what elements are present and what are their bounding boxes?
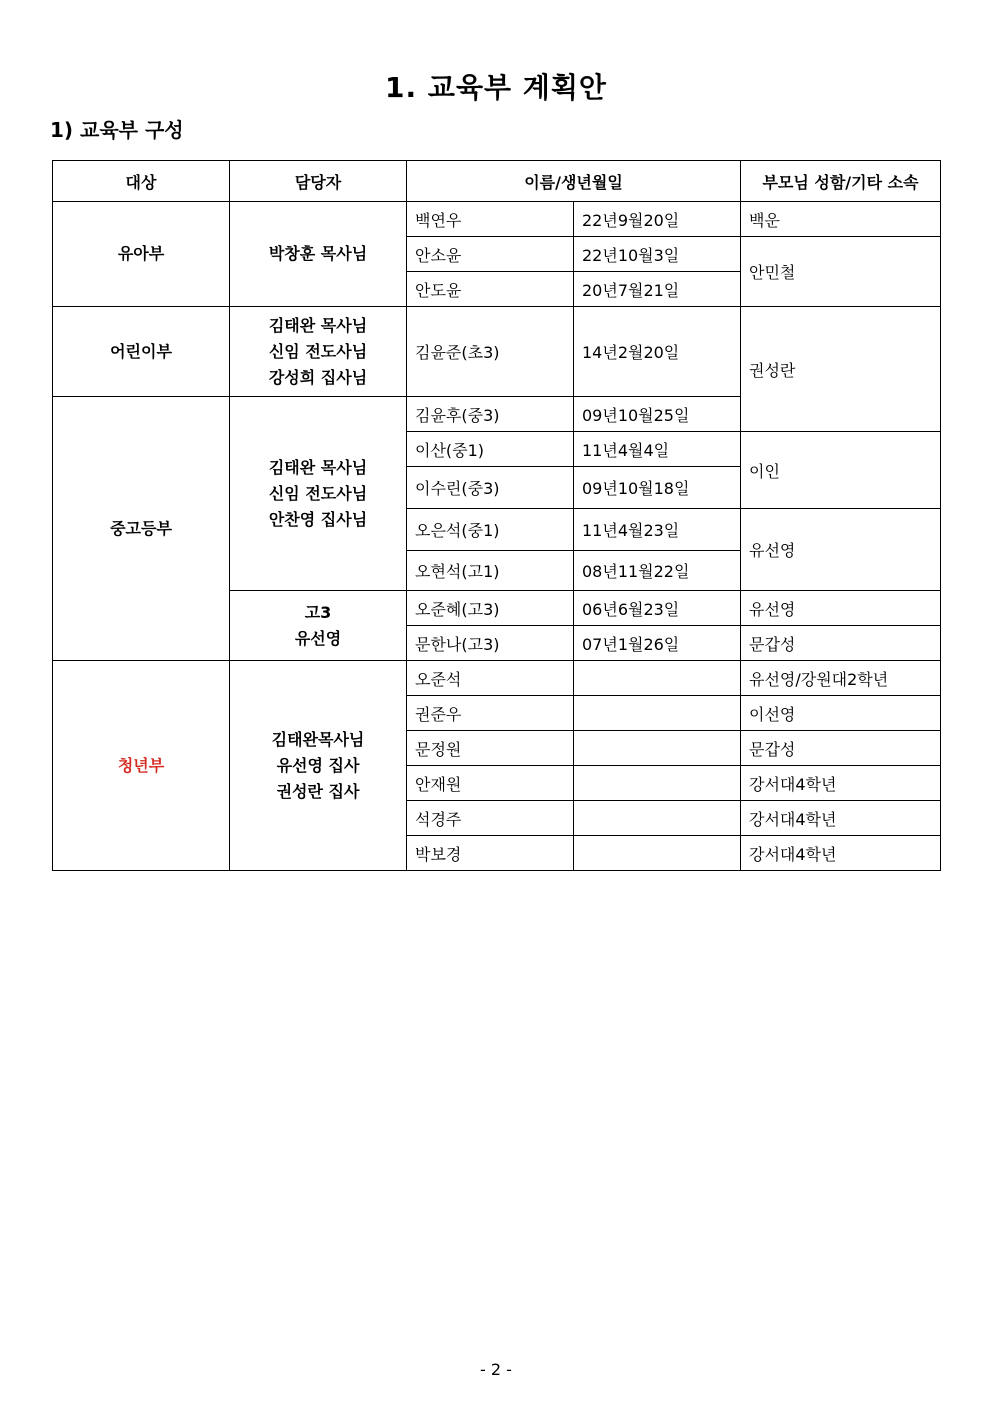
student-name: 문한나(고3) — [407, 626, 574, 661]
manager-line: 김태완 목사님 — [268, 315, 368, 335]
manager-line: 김태완목사님 — [271, 729, 365, 749]
header-row — [53, 161, 941, 202]
header-target: 대상 — [53, 161, 230, 202]
group-manager — [230, 397, 407, 591]
manager-line: 김태완 목사님 — [268, 457, 368, 477]
birth-date — [574, 661, 741, 696]
student-name: 석경주 — [407, 801, 574, 836]
group-manager — [230, 661, 407, 871]
student-name: 김윤준(초3) — [407, 307, 574, 397]
birth-date — [574, 766, 741, 801]
parent-info: 유선영 — [741, 509, 941, 591]
group-name: 중고등부 — [53, 397, 230, 661]
birth-date: 20년7월21일 — [574, 272, 741, 307]
manager-line: 신임 전도사님 — [268, 341, 368, 361]
birth-date: 08년11월22일 — [574, 551, 741, 591]
section-heading: 1) 교육부 구성 — [50, 118, 184, 142]
parent-info: 안민철 — [741, 237, 941, 307]
manager-line: 강성희 집사님 — [268, 367, 368, 387]
page-title: 1. 교육부 계획안 — [385, 71, 607, 104]
birth-date — [574, 836, 741, 871]
table-row — [53, 307, 941, 397]
table-row — [53, 202, 941, 237]
group-name: 어린이부 — [53, 307, 230, 397]
birth-date: 22년9월20일 — [574, 202, 741, 237]
education-table — [52, 160, 941, 871]
birth-date: 09년10월18일 — [574, 467, 741, 509]
student-name: 이산(중1) — [407, 432, 574, 467]
parent-info: 이선영 — [741, 696, 941, 731]
student-name: 오준혜(고3) — [407, 591, 574, 626]
group-manager: 박창훈 목사님 — [230, 202, 407, 307]
parent-info: 강서대4학년 — [741, 801, 941, 836]
manager-line: 신임 전도사님 — [268, 483, 368, 503]
birth-date: 11년4월23일 — [574, 509, 741, 551]
student-name: 오은석(중1) — [407, 509, 574, 551]
birth-date: 22년10월3일 — [574, 237, 741, 272]
birth-date — [574, 801, 741, 836]
parent-info: 권성란 — [741, 307, 941, 432]
birth-date: 11년4월4일 — [574, 432, 741, 467]
manager-line: 권성란 집사 — [276, 781, 360, 801]
birth-date: 06년6월23일 — [574, 591, 741, 626]
birth-date: 09년10월25일 — [574, 397, 741, 432]
parent-info: 문갑성 — [741, 626, 941, 661]
parent-info: 강서대4학년 — [741, 836, 941, 871]
header-parent: 부모님 성함/기타 소속 — [741, 161, 941, 202]
manager-line: 유선영 — [294, 628, 342, 648]
group-manager — [230, 307, 407, 397]
group-name: 유아부 — [53, 202, 230, 307]
student-name: 안재원 — [407, 766, 574, 801]
parent-info: 이인 — [741, 432, 941, 509]
parent-info: 유선영/강원대2학년 — [741, 661, 941, 696]
student-name: 오현석(고1) — [407, 551, 574, 591]
student-name: 문정원 — [407, 731, 574, 766]
birth-date — [574, 731, 741, 766]
birth-date: 07년1월26일 — [574, 626, 741, 661]
header-manager: 담당자 — [230, 161, 407, 202]
student-name: 권준우 — [407, 696, 574, 731]
parent-info: 문갑성 — [741, 731, 941, 766]
table-row — [53, 661, 941, 696]
birth-date: 14년2월20일 — [574, 307, 741, 397]
student-name: 오준석 — [407, 661, 574, 696]
student-name: 박보경 — [407, 836, 574, 871]
student-name: 김윤후(중3) — [407, 397, 574, 432]
student-name: 안소윤 — [407, 237, 574, 272]
student-name: 이수린(중3) — [407, 467, 574, 509]
manager-line: 안찬영 집사님 — [268, 509, 368, 529]
senior-manager — [230, 591, 407, 661]
parent-info: 백운 — [741, 202, 941, 237]
birth-date — [574, 696, 741, 731]
manager-line: 고3 — [304, 602, 332, 622]
page-number: - 2 - — [480, 1360, 512, 1379]
header-name-birth: 이름/생년월일 — [407, 161, 741, 202]
parent-info: 유선영 — [741, 591, 941, 626]
manager-line: 유선영 집사 — [276, 755, 360, 775]
student-name: 안도윤 — [407, 272, 574, 307]
student-name: 백연우 — [407, 202, 574, 237]
parent-info: 강서대4학년 — [741, 766, 941, 801]
group-name: 청년부 — [53, 661, 230, 871]
